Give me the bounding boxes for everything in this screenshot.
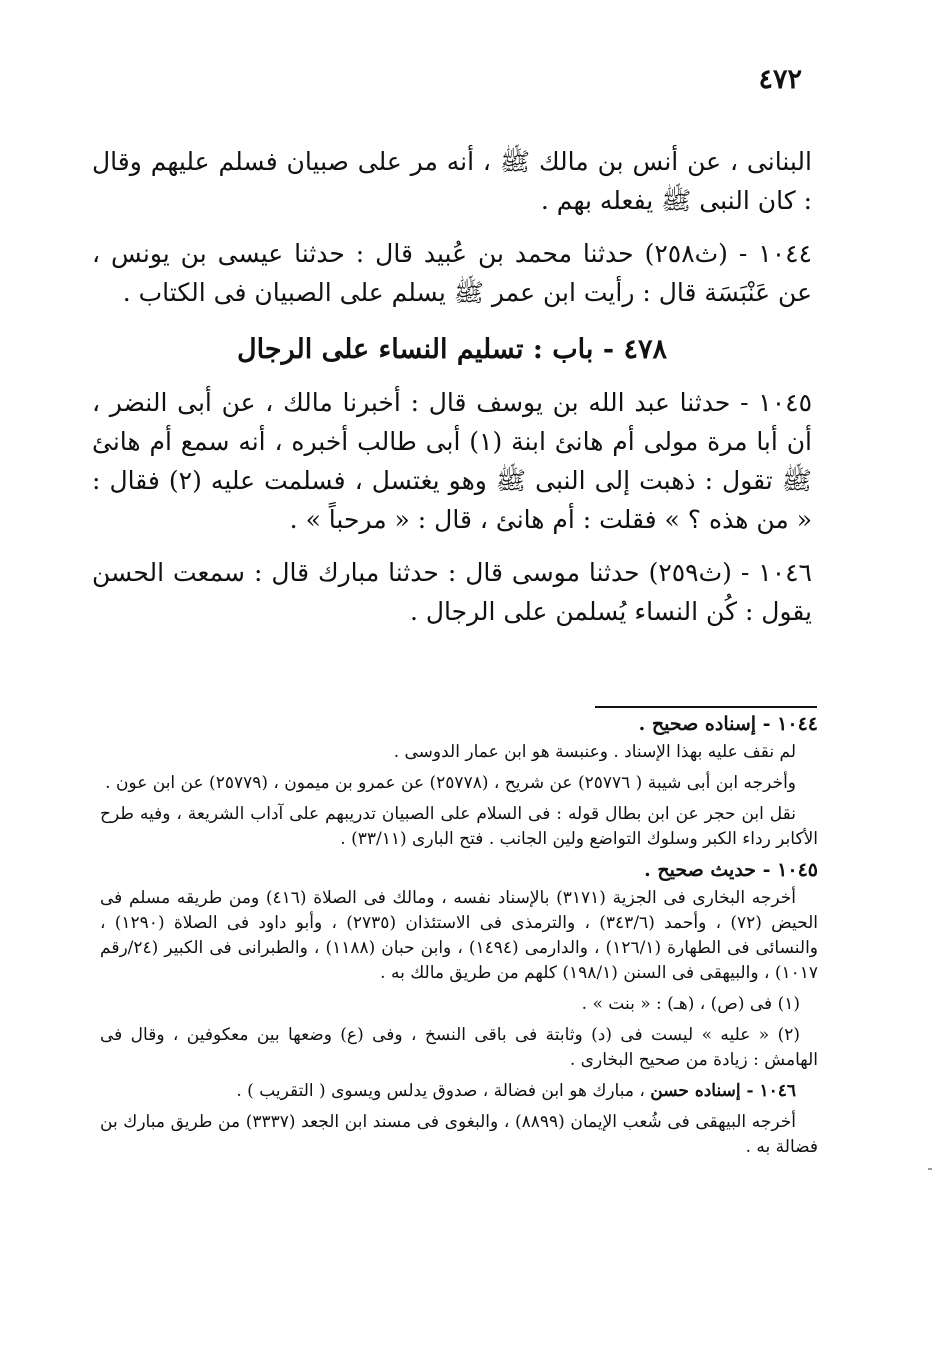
hadith-1046: ١٠٤٦ - (ث٢٥٩) حدثنا موسى قال : حدثنا مبارك قال : سمعت الحسن يقول : كُن النساء يُسلمن على الرجال . bbox=[92, 558, 812, 626]
hadith-1044: ١٠٤٤ - (ث٢٥٨) حدثنا محمد بن عُبيد قال : حدثنا عيسى بن يونس ، عن عَنْبَسَة قال : رأيت ابن عمر ﷺ يسلم على الصبيان فى الكتاب . bbox=[92, 239, 812, 307]
footnote-divider bbox=[595, 706, 817, 708]
main-text bbox=[92, 142, 812, 645]
footnote-1: (١) فى (ص) ، (هـ) : « بنت » . bbox=[581, 994, 800, 1014]
note-1046-line: أخرجه البيهقى فى شُعب الإيمان (٨٨٩٩) ، والبغوى فى مسند ابن الجعد (٣٣٣٧) من طريق مبارك بن فضالة به . bbox=[100, 1112, 818, 1157]
page-number: ٤٧٢ bbox=[758, 64, 802, 95]
note-1046-rest: ، مبارك هو ابن فضالة ، صدوق يدلس ويسوى ( التقريب ) . bbox=[236, 1081, 645, 1101]
paragraph-continuation: البنانى ، عن أنس بن مالك ﷺ ، أنه مر على صبيان فسلم عليهم وقال : كان النبى ﷺ يفعله بهم . bbox=[92, 147, 812, 215]
note-1046-line bbox=[100, 1079, 818, 1104]
note-1044-line: وأخرجه ابن أبى شيبة ( ٢٥٧٧٦) عن شريح ، (٢٥٧٧٨) عن عمرو بن ميمون ، (٢٥٧٧٩) عن ابن عون . bbox=[105, 773, 796, 793]
hadith-1045: ١٠٤٥ - حدثنا عبد الله بن يوسف قال : أخبرنا مالك ، عن أبى النضر ، أن أبا مرة مولى أم هانئ ابنة (١) أبى طالب أخبره ، أنه سمع أم هانئ ﷺ تقول : ذهبت إلى النبى ﷺ وهو يغتسل ، فسلمت عليه (٢) فقال : « من هذه ؟ » فقلت : أم هانئ ، قال : « مرحباً » . bbox=[92, 388, 813, 534]
note-1045-heading: ١٠٤٥ - حديث صحيح . bbox=[644, 859, 818, 881]
note-1044-heading: ١٠٤٤ - إسناده صحيح . bbox=[638, 713, 818, 735]
note-1045-line: أخرجه البخارى فى الجزية (٣١٧١) بالإسناد نفسه ، ومالك فى الصلاة (٤١٦) ومن طريقه مسلم فى الحيض (٧٢) ، وأحمد (٣٤٣/٦) ، والترمذى فى الاستئذان (٢٧٣٥) ، وأبو داود فى الصلاة (١٢٩٠) ، والنسائى فى الطهارة (١٢٦/١) ، والدارمى (١٤٩٤) ، وابن حبان (١١٨٨) ، والطبرانى فى الكبير (٢٤/رقم ١٠١٧) ، والبيهقى فى السنن (١٩٨/١) كلهم من طريق مالك به . bbox=[100, 888, 819, 983]
footnotes bbox=[100, 712, 818, 1166]
margin-mark bbox=[928, 1168, 932, 1170]
note-1044-line: لم نقف عليه بهذا الإسناد . وعنبسة هو ابن عمار الدوسى . bbox=[393, 742, 796, 762]
chapter-heading: ٤٧٨ - باب : تسليم النساء على الرجال bbox=[237, 334, 667, 365]
note-1046-heading: ١٠٤٦ - إسناده حسن bbox=[650, 1081, 796, 1101]
footnote-2: (٢) « عليه » ليست فى (د) وثابتة فى باقى النسخ ، وفى (ع) وضعها بين معكوفين ، وقال فى الهامش : زيادة من صحيح البخارى . bbox=[100, 1025, 818, 1070]
note-1044-line: نقل ابن حجر عن ابن بطال قوله : فى السلام على الصبيان تدريبهم على آداب الشريعة ، وفيه طرح الأكابر رداء الكبر وسلوك التواضع ولين الجانب . فتح البارى (٣٣/١١) . bbox=[100, 804, 818, 849]
